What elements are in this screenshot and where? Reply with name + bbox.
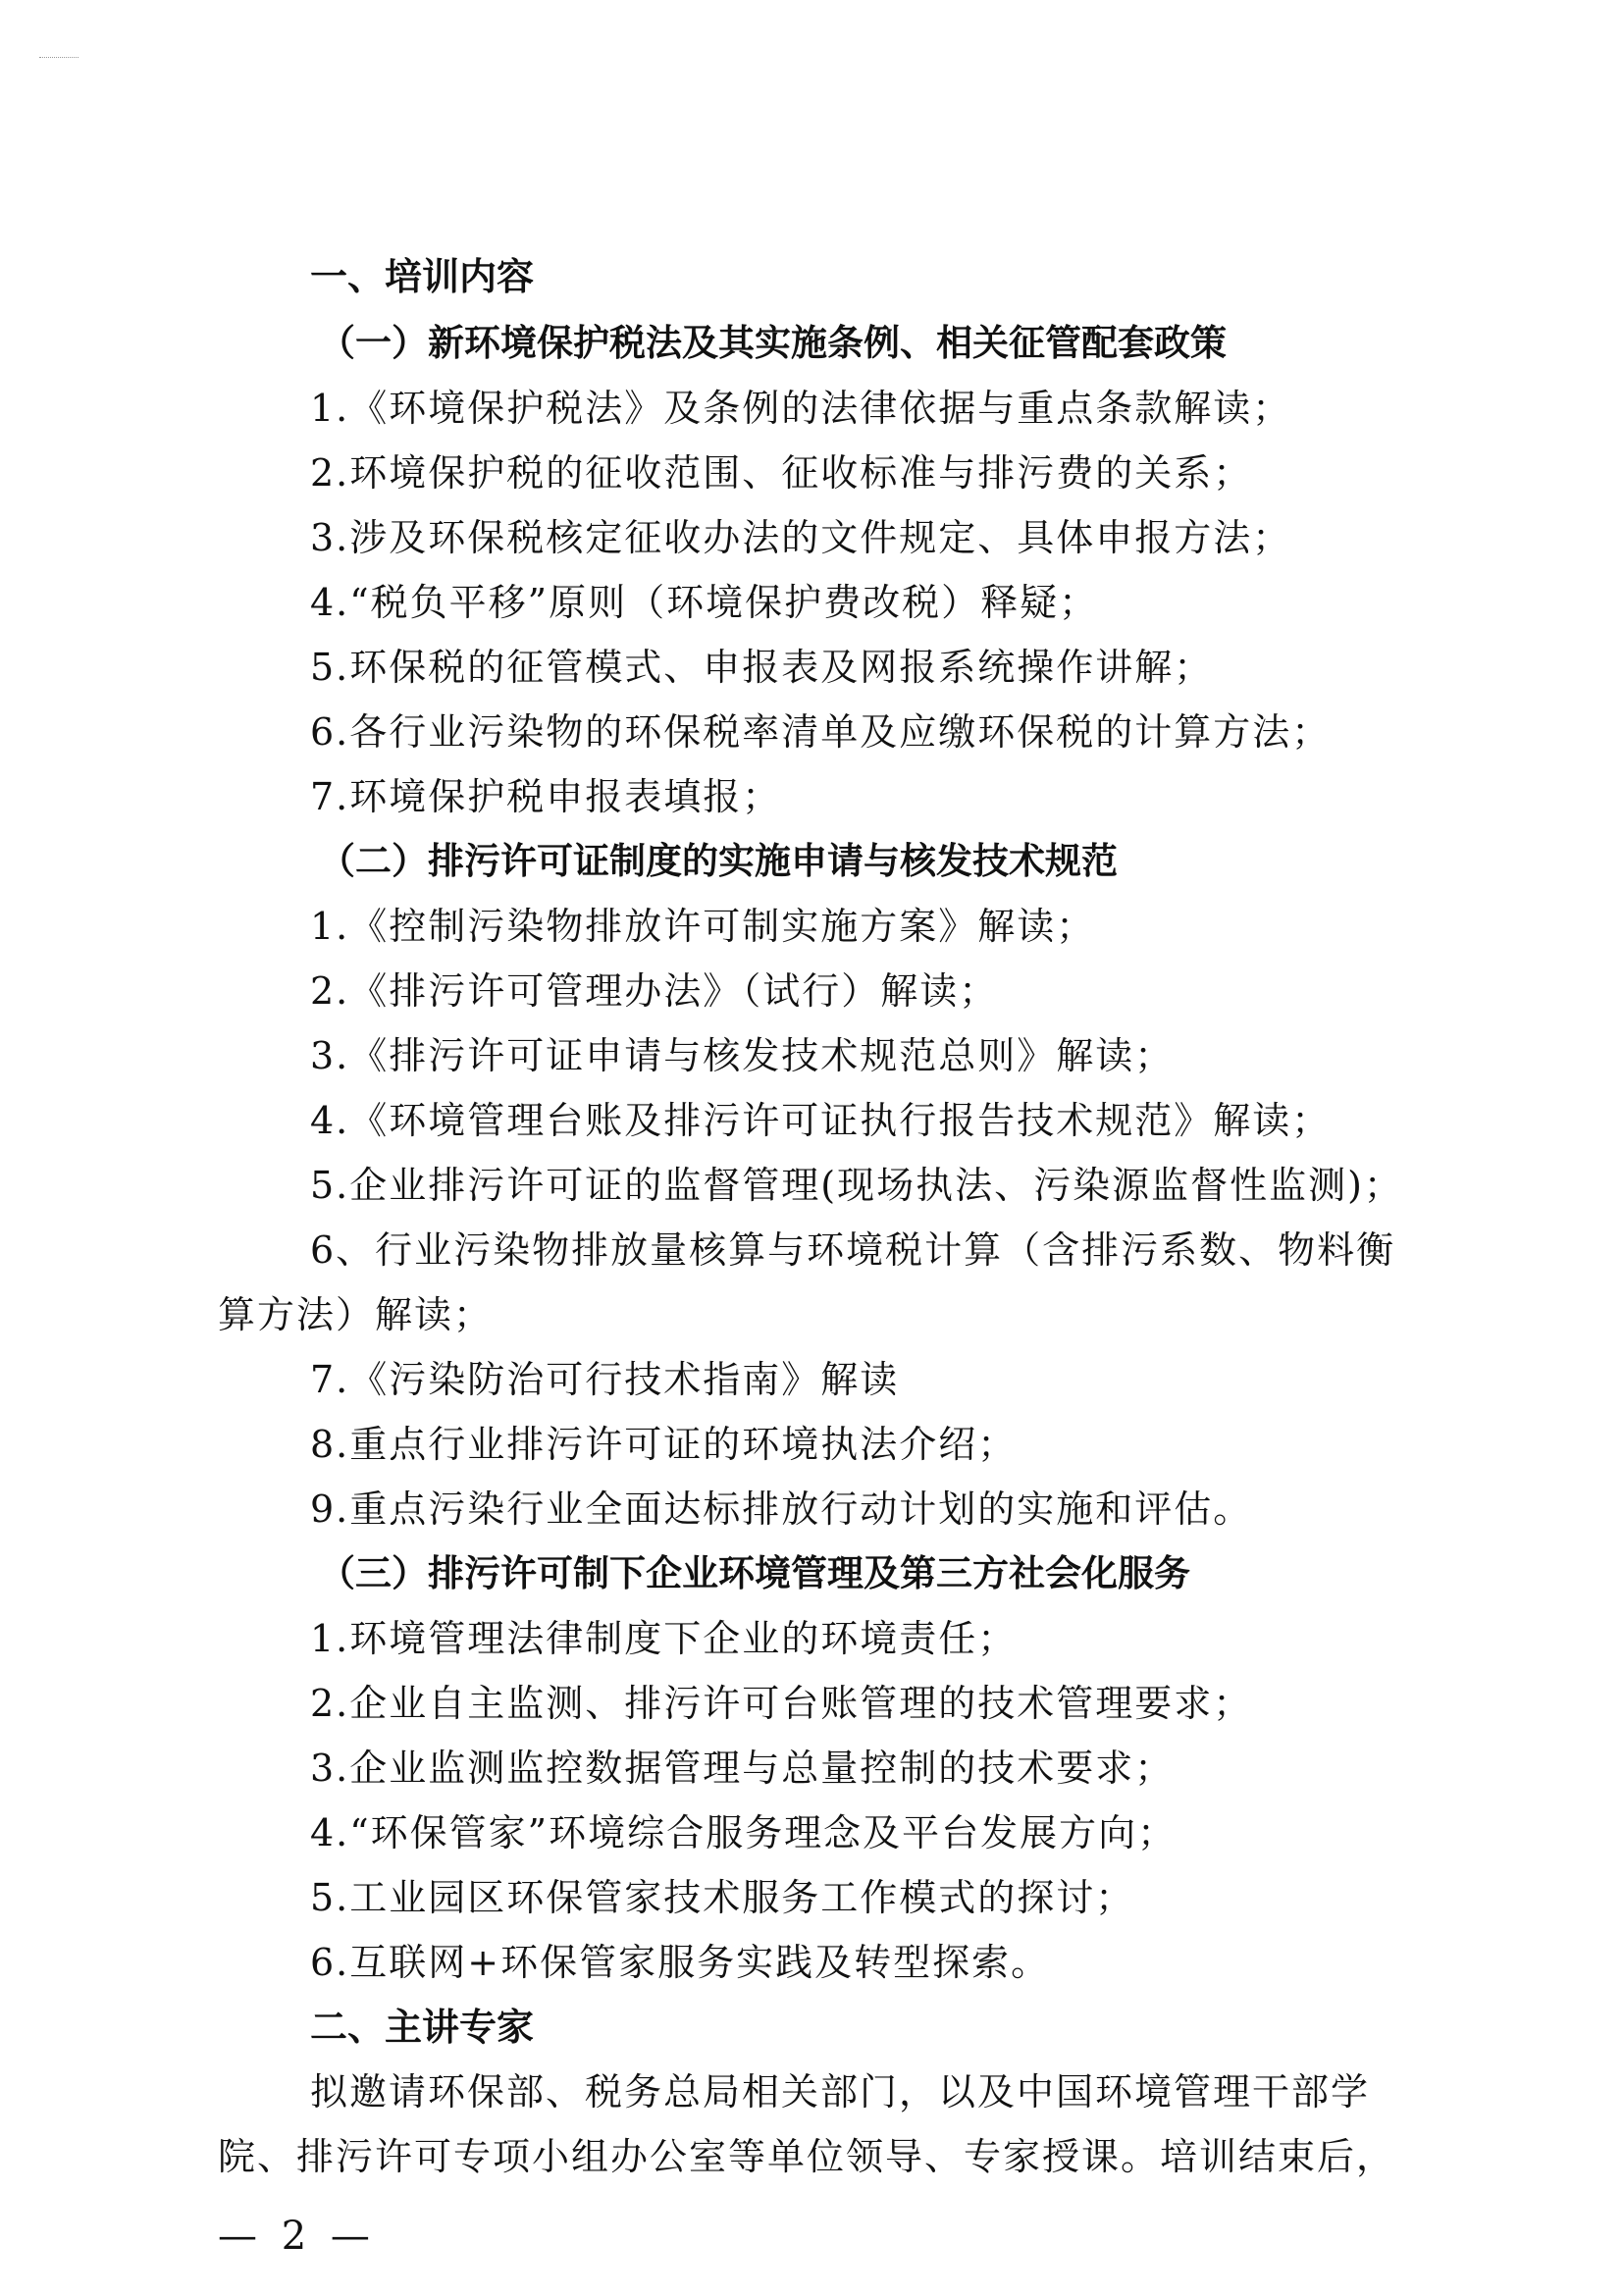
list-item: 3.涉及环保税核定征收办法的文件规定、具体申报方法； (310, 516, 1292, 559)
list-item: 4.《环境管理台账及排污许可证执行报告技术规范》解读； (310, 1099, 1332, 1142)
list-item: 6.各行业污染物的环保税率清单及应缴环保税的计算方法； (310, 710, 1332, 754)
page-number: — 2 — (218, 2214, 376, 2259)
paragraph-line: 拟邀请环保部、税务总局相关部门，以及中国环境管理干部学 (310, 2070, 1371, 2113)
scan-speck-mark (39, 57, 79, 62)
list-item: 7.《污染防治可行技术指南》解读 (310, 1358, 900, 1401)
paragraph-line: 院、排污许可专项小组办公室等单位领导、专家授课。培训结束后， (218, 2135, 1396, 2178)
list-item: 5.环保税的征管模式、申报表及网报系统操作讲解； (310, 646, 1214, 689)
section-heading-lecturers: 二、主讲专家 (310, 2006, 535, 2049)
list-item: 2.环境保护税的征收范围、征收标准与排污费的关系； (310, 451, 1253, 495)
list-item: 1.环境管理法律制度下企业的环境责任； (310, 1617, 1018, 1660)
list-item: 6、行业污染物排放量核算与环境税计算（含排污系数、物料衡 (310, 1228, 1396, 1272)
subsection-heading-1: （一）新环境保护税法及其实施条例、相关征管配套政策 (319, 322, 1227, 364)
subsection-heading-2: （二）排污许可证制度的实施申请与核发技术规范 (319, 840, 1118, 882)
list-item: 7.环境保护税申报表填报； (310, 775, 782, 818)
subsection-heading-3: （三）排污许可制下企业环境管理及第三方社会化服务 (319, 1552, 1190, 1594)
list-item: 4.“环保管家”环境综合服务理念及平台发展方向； (310, 1811, 1178, 1854)
list-item: 8.重点行业排污许可证的环境执法介绍； (310, 1423, 1018, 1466)
list-item: 2.《排污许可管理办法》（试行）解读； (310, 969, 999, 1013)
section-heading-training-content: 一、培训内容 (310, 255, 535, 298)
list-item: 2.企业自主监测、排污许可台账管理的技术管理要求； (310, 1682, 1253, 1725)
list-item: 1.《环境保护税法》及条例的法律依据与重点条款解读； (310, 387, 1292, 430)
list-item: 6.互联网+环保管家服务实践及转型探索。 (310, 1941, 1051, 1984)
list-item: 4.“税负平移”原则（环境保护费改税）释疑； (310, 581, 1099, 624)
list-item: 1.《控制污染物排放许可制实施方案》解读； (310, 905, 1096, 948)
list-item-continuation: 算方法）解读； (218, 1293, 494, 1336)
list-item: 9.重点污染行业全面达标排放行动计划的实施和评估。 (310, 1487, 1253, 1531)
list-item: 5.工业园区环保管家技术服务工作模式的探讨； (310, 1876, 1135, 1919)
list-item: 3.《排污许可证申请与核发技术规范总则》解读； (310, 1034, 1175, 1077)
list-item: 5.企业排污许可证的监督管理(现场执法、污染源监督性监测)； (310, 1164, 1403, 1207)
list-item: 3.企业监测监控数据管理与总量控制的技术要求； (310, 1747, 1175, 1790)
